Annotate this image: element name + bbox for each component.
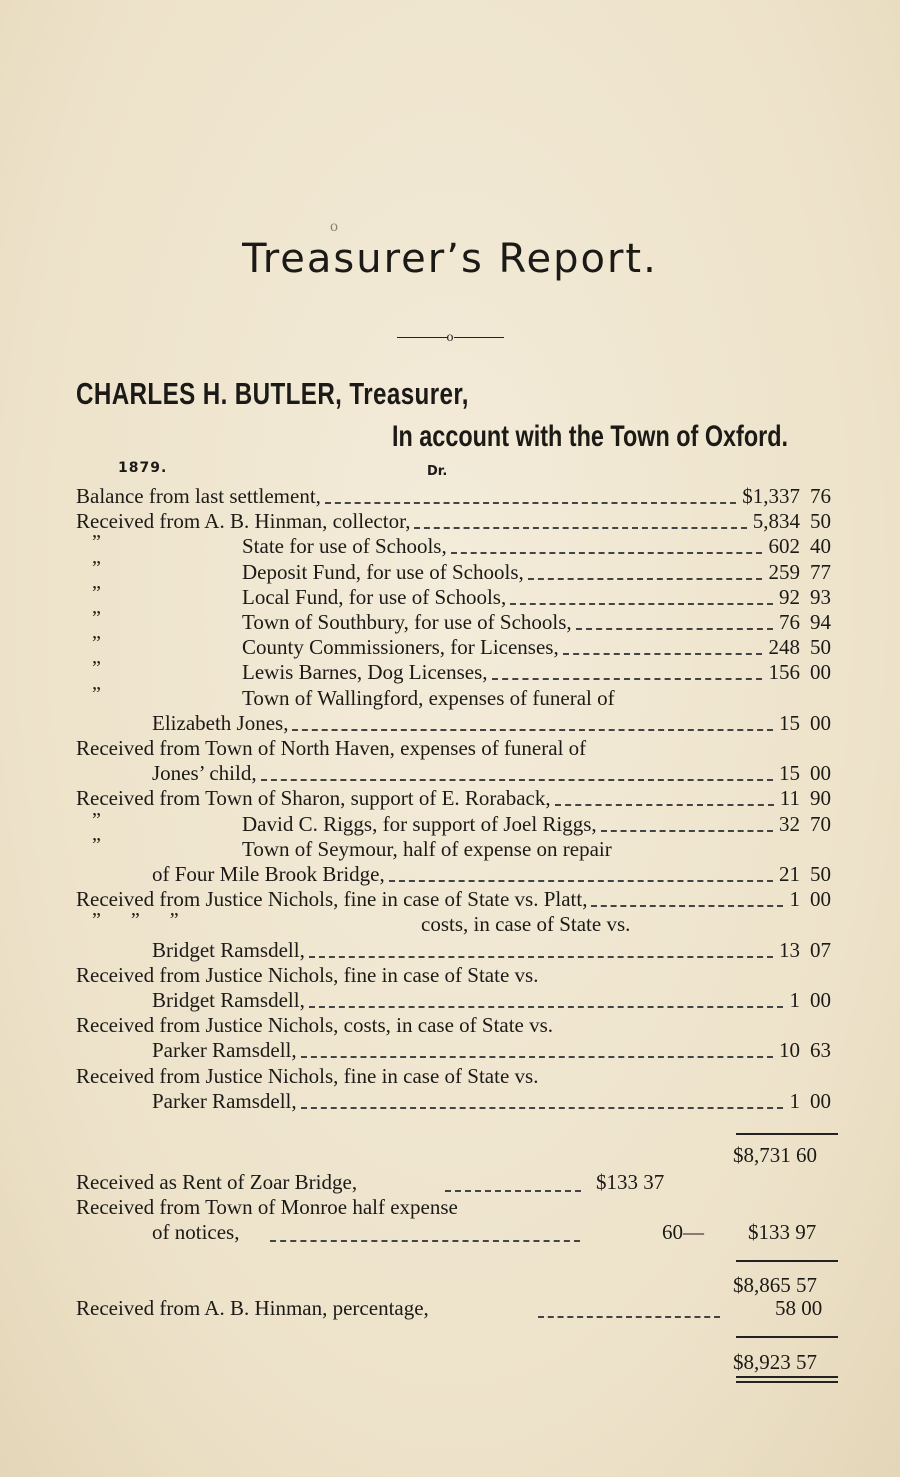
total-double-rule: [736, 1376, 838, 1378]
zoar-rent-text: Received as Rent of Zoar Bridge,: [76, 1170, 358, 1194]
ledger-row: [0, 1089, 900, 1113]
ornament: o: [330, 218, 338, 235]
entry-dollars: 1: [789, 1089, 800, 1113]
leader-dots: [510, 579, 773, 605]
entry-cents: 94: [810, 610, 831, 634]
entry-cents: 77: [810, 560, 831, 584]
leader-dots: [563, 629, 762, 655]
ditto-mark: ”: [92, 531, 101, 553]
entry-text: Town of Seymour, half of expense on repair: [242, 837, 612, 861]
entry-dollars: 92: [779, 585, 800, 609]
leader-dots: [301, 1083, 783, 1109]
leader-dots: [414, 503, 747, 529]
ledger-row: [0, 938, 900, 962]
leader-dots: [445, 1190, 581, 1192]
ledger-row: [0, 531, 900, 558]
entry-text: Received from Justice Nichols, fine in case of State vs. Platt,: [76, 887, 588, 911]
entry-text: Bridget Ramsdell,: [152, 988, 305, 1012]
entry-text: County Commissioners, for Licenses,: [242, 635, 559, 659]
percentage-text: Received from A. B. Hinman, percentage,: [76, 1296, 429, 1320]
leader-dots: [576, 604, 773, 630]
entry-cents: 40: [810, 534, 831, 558]
entry-text: Parker Ramsdell,: [152, 1038, 297, 1062]
page-title: Treasurer’s Report.: [242, 236, 658, 282]
entry-dollars: 156: [768, 660, 800, 684]
entry-cents: 93: [810, 585, 831, 609]
ledger-row: [0, 1038, 900, 1062]
ditto-mark: ”: [92, 632, 101, 654]
ledger-row: [0, 509, 900, 533]
ditto-mark: ”: [92, 657, 101, 679]
percentage-amount: 58 00: [775, 1296, 823, 1320]
ledger-row: [0, 988, 900, 1012]
entry-cents: 00: [810, 660, 831, 684]
entry-cents: 00: [810, 761, 831, 785]
ditto-mark: ”: [92, 683, 101, 705]
leader-dots: [528, 554, 762, 580]
entry-text: Received from Justice Nichols, costs, in case of State vs.: [76, 1013, 554, 1037]
entry-dollars: 15: [779, 761, 800, 785]
entry-cents: 50: [810, 862, 831, 886]
entry-text: Received from Justice Nichols, fine in case of State vs.: [76, 1064, 539, 1088]
ditto-mark: ”: [92, 809, 101, 831]
entry-cents: 00: [810, 711, 831, 735]
entry-dollars: 76: [779, 610, 800, 634]
entry-cents: 50: [810, 509, 831, 533]
ledger-row: [0, 607, 900, 634]
leader-dots: [261, 755, 773, 781]
title-divider: o: [0, 330, 900, 346]
entry-text: Received from A. B. Hinman, collector,: [76, 509, 411, 533]
ditto-mark: ”: [92, 834, 101, 856]
treasurer-heading: CHARLES H. BUTLER, Treasurer,: [76, 376, 469, 411]
entry-text: Received from Town of North Haven, expenses of funeral of: [76, 736, 587, 760]
entry-text: Elizabeth Jones,: [152, 711, 289, 735]
year-label: 1879.: [118, 460, 168, 476]
leader-dots: [538, 1316, 720, 1318]
debit-label: Dr.: [427, 464, 448, 479]
entry-dollars: 602: [768, 534, 800, 558]
entry-cents: 63: [810, 1038, 831, 1062]
entry-dollars: 32: [779, 812, 800, 836]
total-double-rule: [736, 1381, 838, 1383]
subtotal-rule: [736, 1133, 838, 1135]
ditto-mark: ”: [92, 582, 101, 604]
entry-cents: 00: [810, 1089, 831, 1113]
entry-dollars: 11: [779, 786, 800, 810]
monroe-text-2: of notices,: [152, 1220, 240, 1244]
entry-dollars: 1: [789, 988, 800, 1012]
entry-cents: 00: [810, 988, 831, 1012]
monroe-text-1: Received from Town of Monroe half expense: [76, 1195, 458, 1219]
leader-dots: [451, 528, 762, 554]
entry-text: Balance from last settlement,: [76, 484, 321, 508]
monroe-total: $133 97: [748, 1220, 817, 1244]
leader-dots: [309, 982, 783, 1008]
entry-text: of Four Mile Brook Bridge,: [152, 862, 385, 886]
zoar-rent-amount: $133 37: [596, 1170, 665, 1194]
entry-text: David C. Riggs, for support of Joel Riggs,: [242, 812, 597, 836]
entry-dollars: 15: [779, 711, 800, 735]
entry-dollars: 10: [779, 1038, 800, 1062]
ditto-mark: ” ” ”: [92, 909, 179, 931]
leader-dots: [601, 806, 773, 832]
entry-text: Town of Southbury, for use of Schools,: [242, 610, 572, 634]
grand-total: $8,923 57: [733, 1350, 817, 1374]
subtotal-rule: [736, 1260, 838, 1262]
leader-dots: [325, 478, 736, 504]
entry-dollars: 5,834: [752, 509, 800, 533]
ledger-row: [0, 632, 900, 659]
leader-dots: [301, 1032, 773, 1058]
monroe-amount: 60—: [662, 1220, 704, 1244]
total-rule: [736, 1336, 838, 1338]
entry-dollars: 21: [779, 862, 800, 886]
entry-cents: 70: [810, 812, 831, 836]
subtotal-1: $8,731 60: [733, 1143, 817, 1167]
entry-text: costs, in case of State vs.: [421, 912, 631, 936]
entry-text: Lewis Barnes, Dog Licenses,: [242, 660, 488, 684]
entry-cents: 50: [810, 635, 831, 659]
ditto-mark: ”: [92, 557, 101, 579]
leader-dots: [270, 1240, 580, 1242]
entry-text: Bridget Ramsdell,: [152, 938, 305, 962]
ledger-row: [0, 809, 900, 836]
entry-dollars: 248: [768, 635, 800, 659]
account-heading: In account with the Town of Oxford.: [392, 420, 789, 453]
entry-cents: 00: [810, 887, 831, 911]
entry-text: Received from Town of Sharon, support of E. Roraback,: [76, 786, 551, 810]
leader-dots: [591, 881, 783, 907]
entry-text: Town of Wallingford, expenses of funeral of: [242, 686, 615, 710]
entry-text: Deposit Fund, for use of Schools,: [242, 560, 524, 584]
ledger-row: [0, 711, 900, 735]
entry-dollars: 1: [789, 887, 800, 911]
entry-dollars: 259: [768, 560, 800, 584]
entry-cents: 07: [810, 938, 831, 962]
entry-text: Parker Ramsdell,: [152, 1089, 297, 1113]
leader-dots: [309, 932, 773, 958]
leader-dots: [492, 654, 762, 680]
leader-dots: [389, 856, 773, 882]
entry-cents: 76: [810, 484, 831, 508]
entry-cents: 90: [810, 786, 831, 810]
entry-dollars: 13: [779, 938, 800, 962]
ledger-row: [0, 657, 900, 684]
leader-dots: [292, 705, 773, 731]
entry-text: Received from Justice Nichols, fine in case of State vs.: [76, 963, 539, 987]
entry-dollars: $1,337: [742, 484, 800, 508]
entry-text: Local Fund, for use of Schools,: [242, 585, 507, 609]
ditto-mark: ”: [92, 607, 101, 629]
leader-dots: [555, 780, 774, 806]
entry-text: Jones’ child,: [152, 761, 257, 785]
entry-text: State for use of Schools,: [242, 534, 447, 558]
subtotal-2: $8,865 57: [733, 1273, 817, 1297]
